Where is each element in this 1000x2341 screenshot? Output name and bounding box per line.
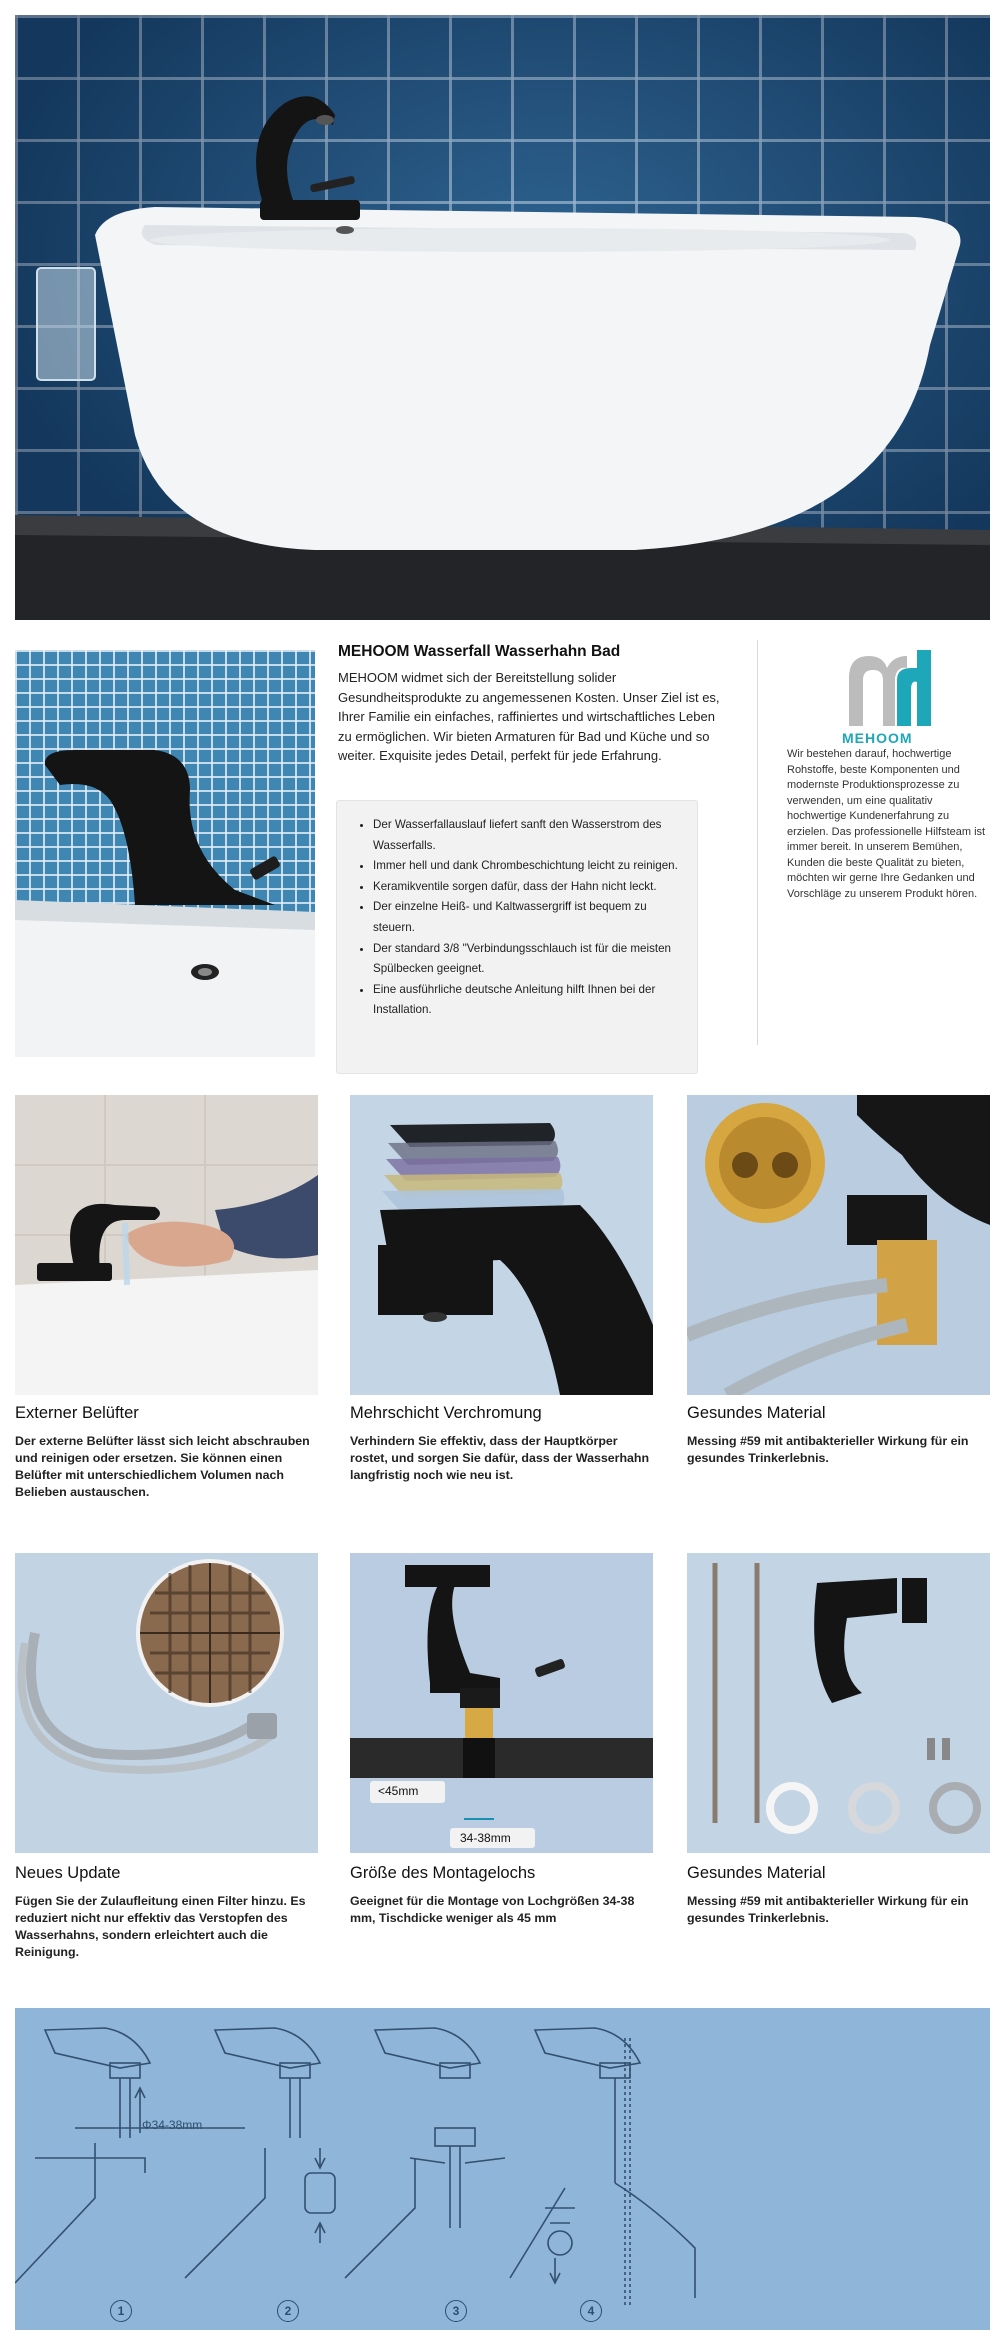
feature-image-aerator <box>15 1095 318 1395</box>
step-number: 1 <box>110 2300 132 2322</box>
feature-title: Gesundes Material <box>687 1404 826 1422</box>
divider <box>757 640 758 1045</box>
thickness-label: <45mm <box>378 1784 419 1798</box>
feature-image-brass-body <box>687 1095 990 1395</box>
feature-title: Größe des Montagelochs <box>350 1864 536 1882</box>
brand-description: Wir bestehen darauf, hochwertige Rohstoffe, beste Komponenten und modernste Produktionsprozesse zu verwenden, um eine qualitativ hochwertige Kundenerfahrung zu erzielen. Das professionelle Hilfsteam ist immer bereit. In unserem Bemühen, Kunden die beste Qualität zu bieten, möchten wir gerne Ihre Gedanken und Vorschläge zu unserem Produkt hören. <box>787 748 986 900</box>
hole-size-label: 34-38mm <box>460 1831 511 1845</box>
step-number: 2 <box>277 2300 299 2322</box>
feature-description: Messing #59 mit antibakterieller Wirkung für ein gesundes Trinkerlebnis. <box>687 1894 969 1925</box>
feature-description: Geeignet für die Montage von Lochgrößen 34-38 mm, Tischdicke weniger als 45 mm <box>350 1894 635 1925</box>
product-title: MEHOOM Wasserfall Wasserhahn Bad <box>338 643 621 660</box>
feature-description: Messing #59 mit antibakterieller Wirkung für ein gesundes Trinkerlebnis. <box>687 1434 969 1465</box>
feature-image-mounting-hole <box>350 1553 653 1853</box>
feature-image-chrome-layers <box>350 1095 653 1395</box>
list-item: • Keramikventile sorgen dafür, dass der Hahn nicht leckt. <box>373 877 683 898</box>
feature-description: Der externe Belüfter lässt sich leicht abschrauben und reinigen oder ersetzen. Sie können einen Belüfter mit unterschiedlichem Volumen nach Belieben austauschen. <box>15 1434 310 1499</box>
faucet-closeup <box>45 750 275 905</box>
feature-bullet-list <box>337 801 697 1021</box>
brand-logo <box>845 650 935 728</box>
hole-diameter-label: Φ34-38mm <box>142 2118 203 2132</box>
feature-image-filter-hose <box>15 1553 318 1853</box>
feature-title: Mehrschicht Verchromung <box>350 1404 542 1422</box>
feature-title: Neues Update <box>15 1864 121 1882</box>
feature-description: Fügen Sie der Zulaufleitung einen Filter hinzu. Es reduziert nicht nur effektiv das Verstopfen des Wasserhahns, sondern erleichtert auch die Reinigung. <box>15 1894 306 1959</box>
feature-title: Gesundes Material <box>687 1864 826 1882</box>
installation-diagram <box>15 2008 990 2330</box>
product-intro: MEHOOM widmet sich der Bereitstellung solider Gesundheitsprodukte zu angemessenen Kosten. Unser Ziel ist es, Ihrer Familie ein einfaches, raffiniertes und wirtschaftliches Leben zu ermöglichen. Wir bieten Armaturen für Bad und Küche und so weiter. Exquisite jedes Detail, perfekt für jede Erfahrung. <box>338 670 720 763</box>
mosaic-faucet-image <box>15 650 315 1057</box>
step-number: 4 <box>580 2300 602 2322</box>
feature-title: Externer Belüfter <box>15 1404 139 1422</box>
list-item: • Immer hell und dank Chrombeschichtung leicht zu reinigen. <box>373 856 683 877</box>
brand-name: MEHOOM <box>842 730 913 746</box>
water-glass <box>37 268 95 380</box>
step-number: 3 <box>445 2300 467 2322</box>
list-item: • Der standard 3/8 "Verbindungsschlauch ist für die meisten Spülbecken geeignet. <box>373 939 683 980</box>
hero-image <box>15 15 990 620</box>
list-item: • Der einzelne Heiß- und Kaltwassergriff ist bequem zu steuern. <box>373 897 683 938</box>
feature-description: Verhindern Sie effektiv, dass der Hauptkörper rostet, und sorgen Sie dafür, dass der Wasserhahn langfristig noch wie neu ist. <box>350 1434 650 1482</box>
wash-basin <box>95 207 960 550</box>
feature-image-accessories <box>687 1553 990 1853</box>
feature-bullet-box <box>336 800 698 1074</box>
list-item: • Der Wasserfallauslauf liefert sanft den Wasserstrom des Wasserfalls. <box>373 815 683 856</box>
faucet <box>256 96 335 210</box>
list-item: • Eine ausführliche deutsche Anleitung hilft Ihnen bei der Installation. <box>373 980 683 1021</box>
